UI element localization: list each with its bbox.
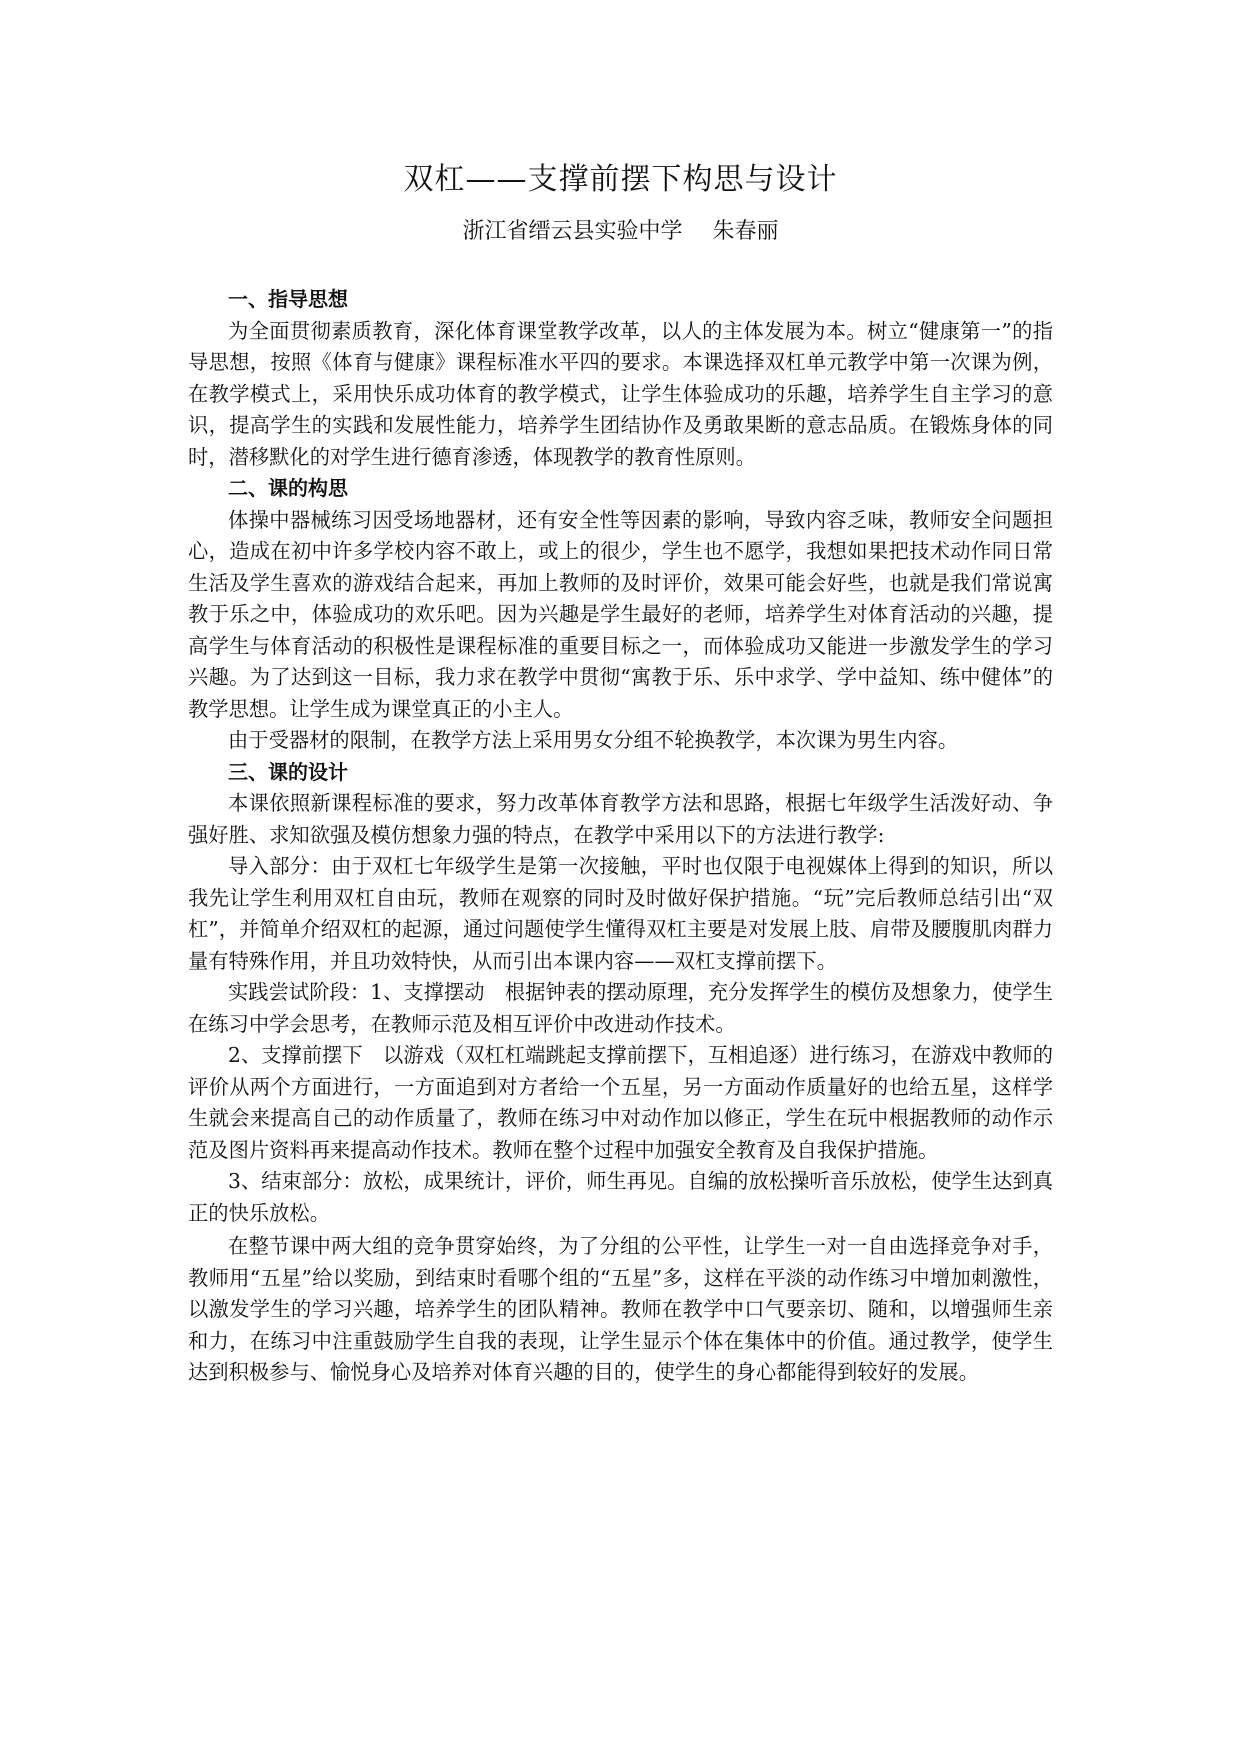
author-byline — [188, 210, 1053, 254]
author-school: 浙江省缙云县实验中学 — [462, 219, 683, 244]
paragraph: 本课依照新课程标准的要求，努力改革体育教学方法和思路，根据七年级学生活泼好动、争强好胜、求知欲强及模仿想象力强的特点，在教学中采用以下的方法进行教学: — [188, 791, 1053, 847]
section-heading: 二、课的构思 — [228, 476, 348, 500]
paragraph: 2、支撑前摆下 以游戏（双杠杠端跳起支撑前摆下，互相追逐）进行练习，在游戏中教师的评价从两个方面进行，一方面追到对方者给一个五星，另一方面动作质量好的也给五星，这样学生就会来提高自己的动作质量了，教师在练习中对动作加以修正，学生在玩中根据教师的动作示范及图片资料再来提高动作技术。教师在整个过程中加强安全教育及自我保护措施。 — [188, 1043, 1053, 1162]
section-guiding-ideology — [188, 284, 1053, 1389]
paragraph: 为全面贯彻素质教育，深化体育课堂教学改革，以人的主体发展为本。树立“健康第一”的指导思想，按照《体育与健康》课程标准水平四的要求。本课选择双杠单元教学中第一次课为例，在教学模式上，采用快乐成功体育的教学模式，让学生体验成功的乐趣，培养学生自主学习的意识，提高学生的实践和发展性能力，培养学生团结协作及勇敢果断的意志品质。在锻炼身体的同时，潜移默化的对学生进行德育渗透，体现教学的教育性原则。 — [188, 318, 1053, 469]
paragraph: 由于受器材的限制，在教学方法上采用男女分组不轮换教学，本次课为男生内容。 — [228, 728, 959, 752]
author-name: 朱春丽 — [712, 219, 779, 244]
section-heading: 三、课的设计 — [228, 759, 348, 784]
document-title: 双杠——支撑前摆下构思与设计 — [403, 162, 838, 197]
paragraph: 在整节课中两大组的竞争贯穿始终，为了分组的公平性，让学生一对一自由选择竞争对手，教师用“五星”给以奖励，到结束时看哪个组的“五星”多，这样在平淡的动作练习中增加刺激性，以激发学生的学习兴趣，培养学生的团队精神。教师在教学中口气要亲切、随和，以增强师生亲和力，在练习中注重鼓励学生自我的表现，让学生显示个体在集体中的价值。通过教学，使学生达到积极参与、愉悦身心及培养对体育兴趣的目的，使学生的身心都能得到较好的发展。 — [188, 1234, 1053, 1384]
paragraph: 体操中器械练习因受场地器材，还有安全性等因素的影响，导致内容乏味，教师安全问题担心，造成在初中许多学校内容不敢上，或上的很少，学生也不愿学，我想如果把技术动作同日常生活及学生喜欢的游戏结合起来，再加上教师的及时评价，效果可能会好些，也就是我们常说寓教于乐之中，体验成功的欢乐吧。因为兴趣是学生最好的老师，培养学生对体育活动的兴趣，提高学生与体育活动的积极性是课程标准的重要目标之一，而体验成功又能进一步激发学生的学习兴趣。为了达到这一目标，我力求在教学中贯彻“寓教于乐、乐中求学、学中益知、练中健体”的教学思想。让学生成为课堂真正的小主人。 — [188, 507, 1053, 721]
document-page — [188, 150, 1053, 1389]
paragraph: 实践尝试阶段：1、支撑摆动 根据钟表的摆动原理，充分发挥学生的模仿及想象力，使学生在练习中学会思考，在教师示范及相互评价中改进动作技术。 — [188, 980, 1053, 1036]
paragraph: 3、结束部分：放松，成果统计，评价，师生再见。自编的放松操听音乐放松，使学生达到真正的快乐放松。 — [188, 1169, 1053, 1225]
paragraph: 导入部分：由于双杠七年级学生是第一次接触，平时也仅限于电视媒体上得到的知识，所以我先让学生利用双杠自由玩，教师在观察的同时及时做好保护措施。“玩”完后教师总结引出“双杠”，并简单介绍双杠的起源，通过问题使学生懂得双杠主要是对发展上肢、肩带及腰腹肌肉群力量有特殊作用，并且功效特快，从而引出本课内容——双杠支撑前摆下。 — [188, 854, 1053, 973]
section-heading: 一、指导思想 — [228, 287, 348, 311]
